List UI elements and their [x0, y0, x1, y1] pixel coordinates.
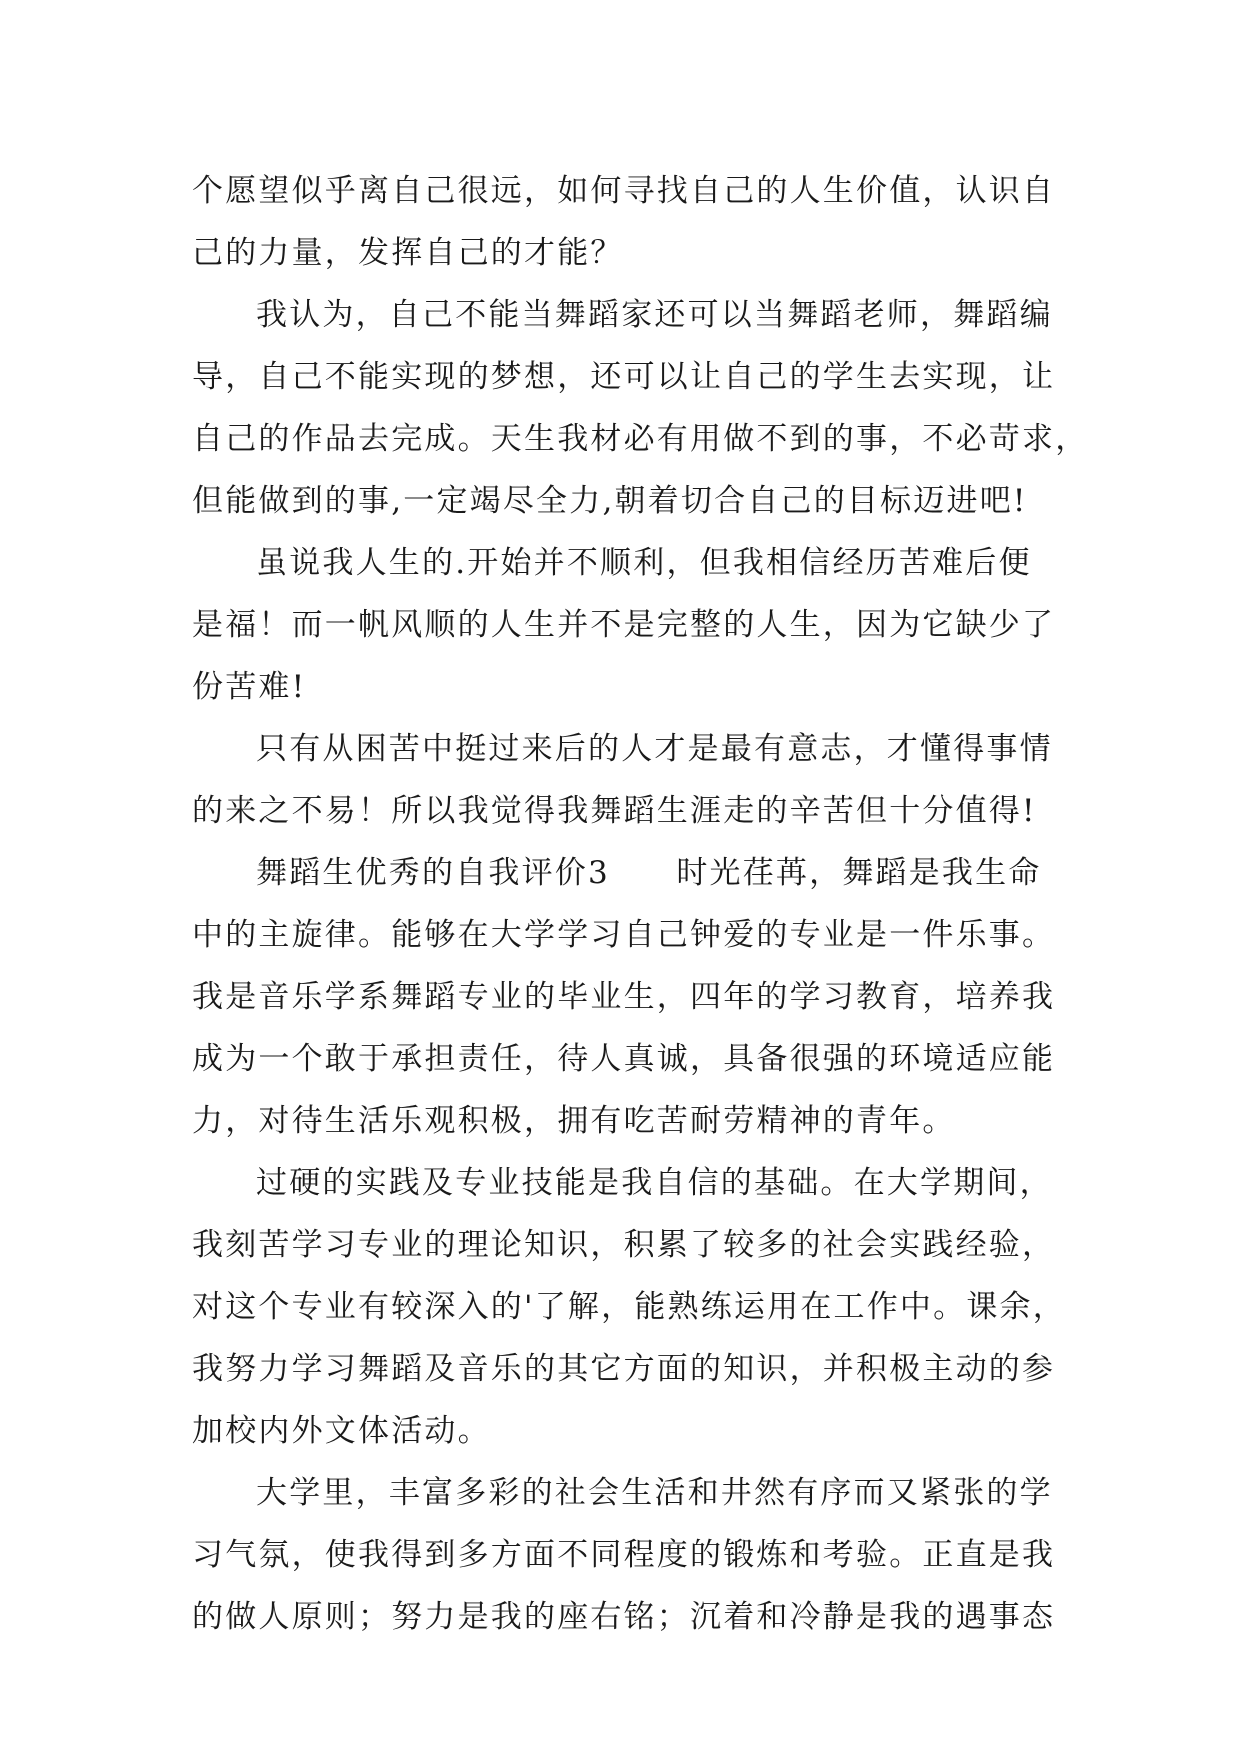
paragraph-start-line: 虽说我人生的.开始并不顺利，但我相信经历苦难后便 — [256, 545, 1032, 581]
paragraph-start-line: 大学里，丰富多彩的社会生活和井然有序而又紧张的学 — [256, 1475, 1053, 1511]
text-line: 是福！而一帆风顺的人生并不是完整的人生，因为它缺少了 — [192, 607, 1056, 643]
text-line: 习气氛，使我得到多方面不同程度的锻炼和考验。正直是我 — [192, 1537, 1056, 1573]
text-line: 对这个专业有较深入的'了解，能熟练运用在工作中。课余， — [192, 1289, 1066, 1325]
text-line: 成为一个敢于承担责任，待人真诚，具备很强的环境适应能 — [192, 1041, 1056, 1077]
text-line: 加校内外文体活动。 — [192, 1413, 491, 1449]
paragraph-start-line: 只有从困苦中挺过来后的人才是最有意志，才懂得事情 — [256, 731, 1053, 767]
section-heading-line: 舞蹈生优秀的自我评价3 时光荏苒，舞蹈是我生命 — [256, 855, 1042, 891]
text-line: 但能做到的事,一定竭尽全力,朝着切合自己的目标迈进吧! — [192, 483, 1028, 519]
text-line: 个愿望似乎离自己很远，如何寻找自己的人生价值，认识自 — [192, 173, 1056, 209]
text-line: 中的主旋律。能够在大学学习自己钟爱的专业是一件乐事。 — [192, 917, 1056, 953]
paragraph-start-line: 过硬的实践及专业技能是我自信的基础。在大学期间， — [256, 1165, 1053, 1201]
text-line: 我是音乐学系舞蹈专业的毕业生，四年的学习教育，培养我 — [192, 979, 1056, 1015]
text-line: 我努力学习舞蹈及音乐的其它方面的知识，并积极主动的参 — [192, 1351, 1056, 1387]
text-line: 份苦难! — [192, 669, 307, 705]
text-line: 我刻苦学习专业的理论知识，积累了较多的社会实践经验， — [192, 1227, 1056, 1263]
text-line: 自己的作品去完成。天生我材必有用做不到的事，不必苛求， — [192, 421, 1089, 457]
paragraph-start-line: 我认为，自己不能当舞蹈家还可以当舞蹈老师，舞蹈编 — [256, 297, 1053, 333]
text-line: 导，自己不能实现的梦想，还可以让自己的学生去实现，让 — [192, 359, 1056, 395]
document-body — [192, 160, 1089, 1648]
text-line: 的做人原则；努力是我的座右铭；沉着和冷静是我的遇事态 — [192, 1599, 1056, 1635]
text-line: 己的力量，发挥自己的才能？ — [192, 235, 624, 271]
text-line: 力，对待生活乐观积极，拥有吃苦耐劳精神的青年。 — [192, 1103, 956, 1139]
text-line: 的来之不易！所以我觉得我舞蹈生涯走的辛苦但十分值得! — [192, 793, 1037, 829]
